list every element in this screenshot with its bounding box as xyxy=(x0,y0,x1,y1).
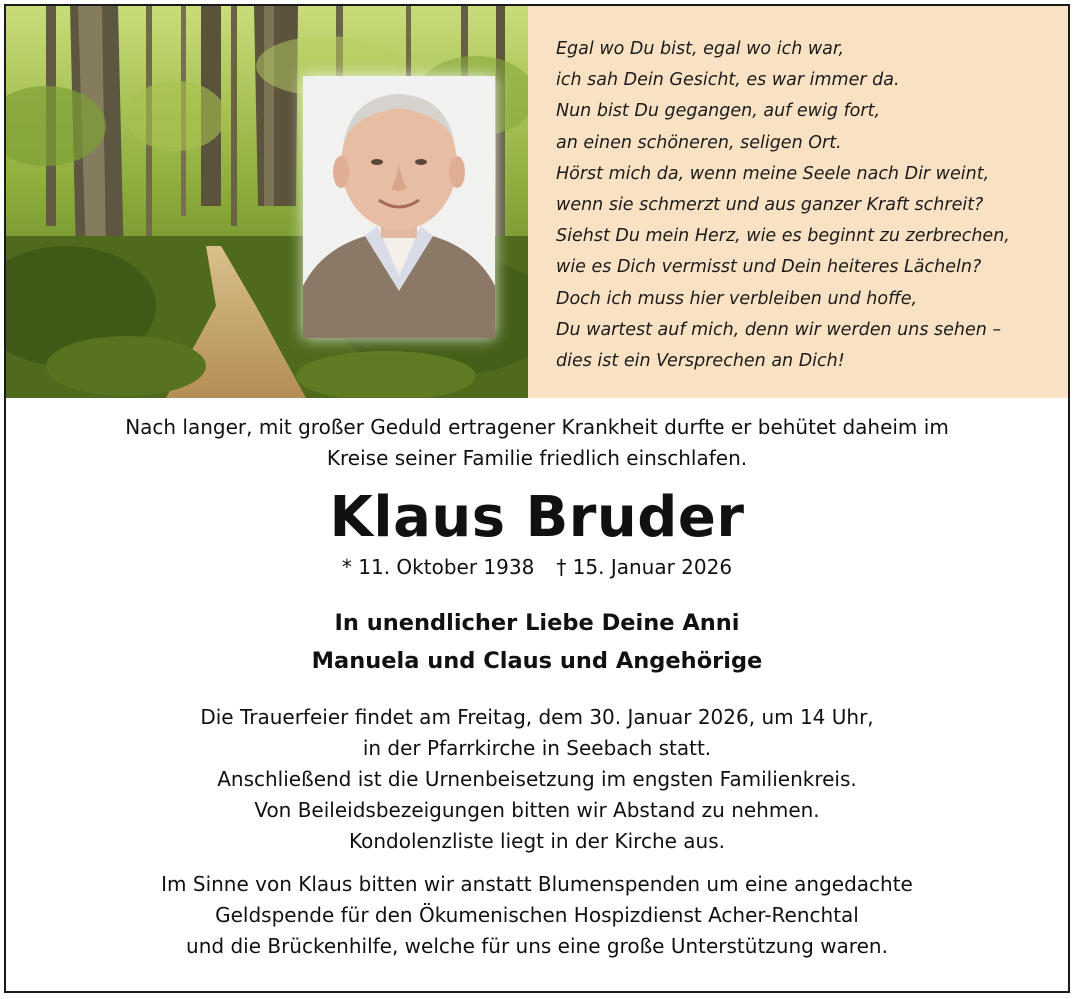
service-line: Kondolenzliste liegt in der Kirche aus. xyxy=(348,829,725,853)
donation-line: Im Sinne von Klaus bitten wir anstatt Blumenspenden um eine angedachte xyxy=(161,872,913,896)
poem-panel xyxy=(528,6,1068,398)
intro-text xyxy=(6,412,1068,474)
mourners xyxy=(6,604,1068,680)
poem-line: an einen schöneren, seligen Ort. xyxy=(556,132,842,153)
donation-request xyxy=(6,869,1068,962)
poem-line: Du wartest auf mich, denn wir werden uns sehen – xyxy=(556,319,1002,340)
poem-line: Doch ich muss hier verbleiben und hoffe, xyxy=(556,288,918,309)
poem-line: Egal wo Du bist, egal wo ich war, xyxy=(556,39,845,59)
mourners-line: Manuela und Claus und Angehörige xyxy=(311,648,763,674)
donation-line: und die Brückenhilfe, welche für uns eine große Unterstützung waren. xyxy=(186,934,888,958)
death-date: † 15. Januar 2026 xyxy=(556,555,733,579)
service-line: Anschließend ist die Urnenbeisetzung im engsten Familienkreis. xyxy=(217,767,857,791)
donation-line: Geldspende für den Ökumenischen Hospizdienst Acher-Renchtal xyxy=(215,903,859,927)
intro-line: Nach langer, mit großer Geduld ertragener Krankheit durfte er behütet daheim im xyxy=(125,415,949,439)
deceased-name: Klaus Bruder xyxy=(329,485,745,550)
service-line: in der Pfarrkirche in Seebach statt. xyxy=(362,736,712,760)
poem-line: wenn sie schmerzt und aus ganzer Kraft schreit? xyxy=(556,195,984,216)
portrait-photo xyxy=(303,76,495,338)
obituary-text xyxy=(6,398,1068,962)
header-band xyxy=(6,6,1068,398)
life-dates xyxy=(6,552,1068,582)
intro-line: Kreise seiner Familie friedlich einschlafen. xyxy=(326,446,748,470)
poem-line: wie es Dich vermisst und Dein heiteres Lächeln? xyxy=(556,257,982,278)
poem xyxy=(556,34,1010,377)
poem-line: dies ist ein Versprechen an Dich! xyxy=(556,351,845,372)
poem-line: Siehst Du mein Herz, wie es beginnt zu zerbrechen, xyxy=(556,226,1010,247)
obituary-card xyxy=(4,4,1070,993)
poem-line: Nun bist Du gegangen, auf ewig fort, xyxy=(556,101,881,122)
service-line: Die Trauerfeier findet am Freitag, dem 30. Januar 2026, um 14 Uhr, xyxy=(200,705,874,729)
mourners-line: In unendlicher Liebe Deine Anni xyxy=(334,610,740,636)
funeral-service-info xyxy=(6,702,1068,857)
poem-line: Hörst mich da, wenn meine Seele nach Dir weint, xyxy=(556,163,990,184)
poem-line: ich sah Dein Gesicht, es war immer da. xyxy=(556,70,900,91)
service-line: Von Beileidsbezeigungen bitten wir Abstand zu nehmen. xyxy=(254,798,820,822)
birth-date: * 11. Oktober 1938 xyxy=(341,555,535,579)
